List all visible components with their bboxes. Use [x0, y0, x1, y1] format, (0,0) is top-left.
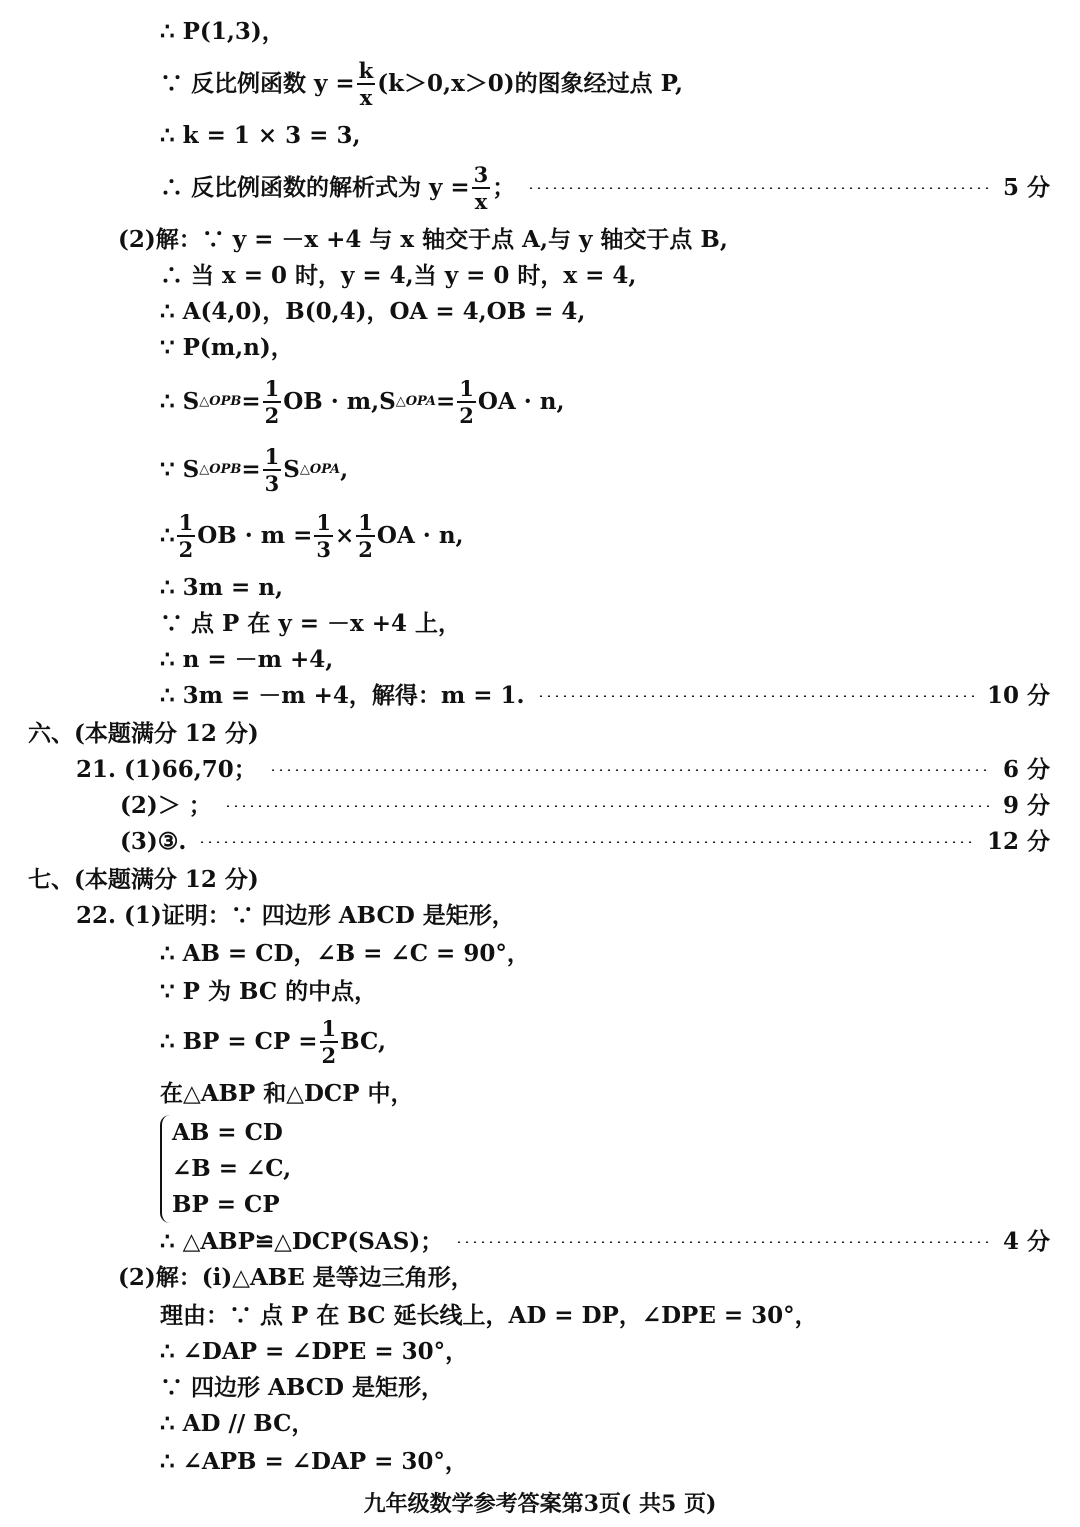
page-footer: 九年级数学参考答案第3页( 共5 页) — [363, 1491, 717, 1517]
fraction-one-half: $\frac{1}{2}$ — [358, 510, 373, 562]
fraction-one-half: $\frac{1}{2}$ — [321, 1016, 337, 1068]
line-rectangle-properties: ∴ AB = CD，∠B = ∠C = 90°， — [160, 940, 530, 967]
score-mark: 5 分 — [1002, 174, 1050, 201]
section-heading-six: 六、(本题满分 12 分) — [28, 720, 259, 747]
line-p-midpoint: ∵ P 为 BC 的中点， — [160, 978, 378, 1005]
score-mark: 10 分 — [986, 682, 1050, 709]
line-n-expression: ∴ n = －m +4, — [160, 646, 334, 673]
line-rectangle-again: ∵ 四边形 ABCD 是矩形， — [160, 1374, 444, 1401]
score-mark: 4 分 — [1002, 1228, 1050, 1255]
dot-leader — [537, 695, 975, 697]
line-solve-m: ∴ 3m = －m +4，解得：m = 1. 10 分 — [160, 678, 1050, 714]
congruence-conditions-brace — [160, 1115, 291, 1223]
line-part2-intro: (2)解：∵ y = －x +4 与 x 轴交于点 A,与 y 轴交于点 B, — [118, 226, 728, 253]
line-q21-part3: (3)③. 12 分 — [120, 824, 1050, 860]
fraction-3-over-x: $\frac{3}{x}$ — [473, 162, 489, 214]
line-angle-apb: ∴ ∠APB = ∠DAP = 30°， — [160, 1448, 468, 1475]
line-ad-parallel-bc: ∴ AD // BC， — [160, 1410, 315, 1437]
fraction-one-half: $\frac{1}{2}$ — [264, 376, 280, 428]
line-points-a-b: ∴ A(4,0)，B(0,4)，OA = 4,OB = 4, — [160, 298, 586, 325]
line-inverse-function-expression: ∴ 反比例函数的解析式为 y = $\frac{3}{x}$ ； 5 分 — [160, 158, 1050, 218]
line-p-mn: ∵ P(m,n)， — [160, 334, 294, 361]
line-area-formulas: ∴ S △OPB = $\frac{1}{2}$ OB · m,S △OPA = $\frac{1}{2}$ OA · n, — [160, 376, 565, 428]
score-mark: 12 分 — [986, 828, 1050, 855]
line-q21-part2: (2)＞ ； 9 分 — [120, 788, 1050, 824]
line-area-relation: ∵ S △OPB = $\frac{1}{3}$ S △OPA , — [160, 444, 349, 496]
line-k-value: ∴ k = 1 × 3 = 3, — [160, 122, 361, 149]
line-reason: 理由：∵ 点 P 在 BC 延长线上，AD = DP，∠DPE = 30°， — [160, 1302, 818, 1329]
line-q21-part1: 21. (1)66,70； 6 分 — [76, 752, 1050, 788]
fraction-one-half: $\frac{1}{2}$ — [459, 376, 474, 428]
dot-leader — [224, 805, 991, 807]
condition-angle-b-c: ∠B = ∠C, — [172, 1155, 292, 1182]
fraction-k-over-x: $\frac{k}{x}$ — [358, 58, 374, 110]
dot-leader — [527, 187, 991, 189]
line-congruence-conclusion: ∴ △ABP≌△DCP(SAS)； 4 分 — [160, 1224, 1050, 1260]
line-intercepts: ∴ 当 x = 0 时，y = 4,当 y = 0 时，x = 4, — [160, 262, 637, 289]
line-area-equation: ∴ $\frac{1}{2}$ OB · m = $\frac{1}{3}$ × $\frac{1}{2}$ OA · n, — [160, 510, 464, 562]
line-part2-equilateral: (2)解：(i)△ABE 是等边三角形， — [118, 1264, 474, 1291]
dot-leader — [269, 769, 991, 771]
line-triangles-intro: 在△ABP 和△DCP 中， — [160, 1080, 414, 1107]
fraction-one-half: $\frac{1}{2}$ — [178, 510, 194, 562]
line-q22-proof-intro: 22. (1)证明：∵ 四边形 ABCD 是矩形， — [76, 902, 515, 929]
fraction-one-third: $\frac{1}{3}$ — [264, 444, 280, 496]
line-inverse-function-through-p: ∵ 反比例函数 y = $\frac{k}{x}$ (k＞0,x＞0)的图象经过点 P, — [160, 58, 684, 110]
score-mark: 6 分 — [1002, 756, 1050, 783]
line-p-coordinates: ∴ P(1,3)， — [160, 18, 285, 45]
line-bp-equals-cp: ∴ BP = CP = $\frac{1}{2}$ BC, — [160, 1016, 386, 1068]
score-mark: 9 分 — [1002, 792, 1050, 819]
dot-leader — [198, 841, 975, 843]
condition-bp-cp: BP = CP — [172, 1191, 280, 1218]
line-angle-dap: ∴ ∠DAP = ∠DPE = 30°， — [160, 1338, 469, 1365]
condition-ab-cd: AB = CD — [172, 1119, 283, 1146]
line-p-on-line: ∵ 点 P 在 y = －x +4 上， — [160, 610, 461, 637]
fraction-one-third: $\frac{1}{3}$ — [316, 510, 332, 562]
dot-leader — [455, 1241, 991, 1243]
line-3m-equals-n: ∴ 3m = n, — [160, 574, 283, 601]
section-heading-seven: 七、(本题满分 12 分) — [28, 866, 259, 893]
